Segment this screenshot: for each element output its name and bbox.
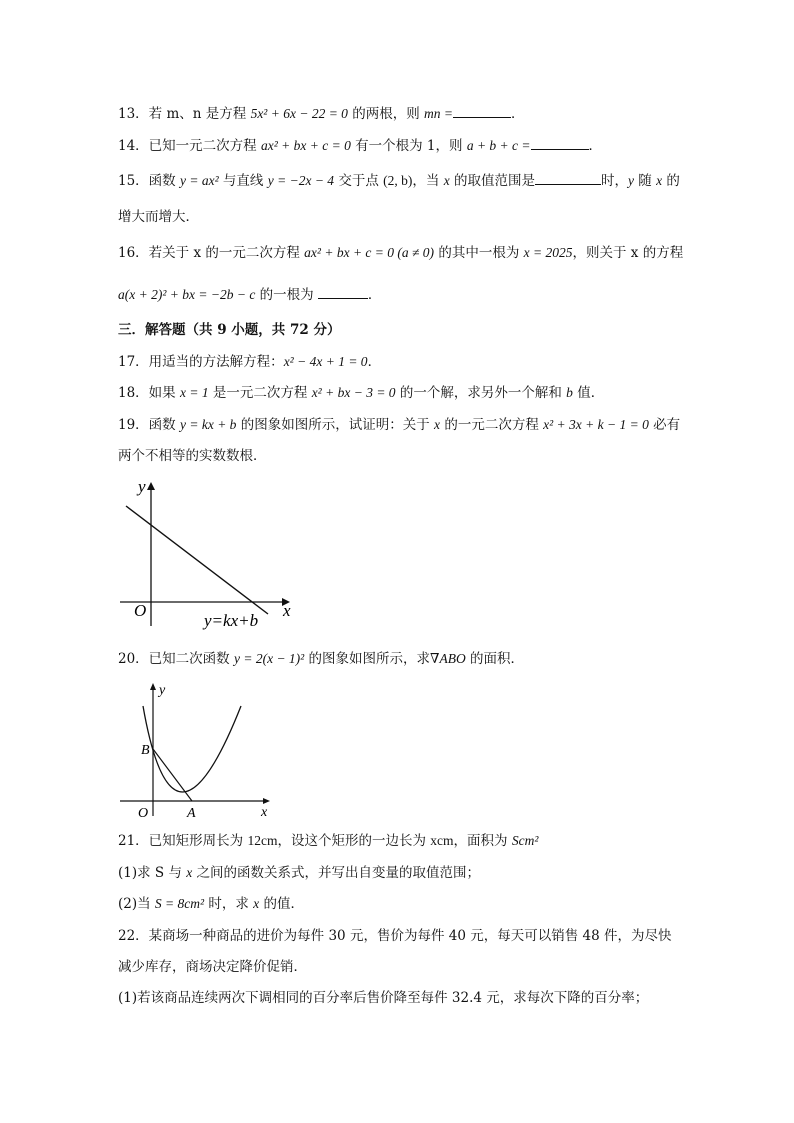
question-21-part-2: (2)当 S = 8cm² 时，求 x 的值． xyxy=(118,896,304,912)
y-axis-label: y xyxy=(138,477,146,496)
y-axis-arrow xyxy=(150,683,156,690)
x-axis-label: x xyxy=(283,601,291,620)
question-21: 21．已知矩形周长为 12cm，设这个矩形的一边长为 xcm，面积为 Scm² xyxy=(118,833,539,849)
question-20: 20．已知二次函数 y = 2(x − 1)² 的图象如图所示，求∇ABO 的面积． xyxy=(118,651,524,667)
section-heading: 三．解答题（共 9 小题，共 72 分） xyxy=(118,322,341,338)
answer-blank[interactable] xyxy=(531,136,589,150)
point-a-label: A xyxy=(187,806,196,821)
point-b-label: B xyxy=(141,743,150,758)
question-14: 14．已知一元二次方程 ax² + bx + c = 0 有一个根为 1，则 a + b + c = ． xyxy=(118,138,603,154)
question-16-cont: a(x + 2)² + bx = −2b − c 的一根为 ． xyxy=(118,287,382,303)
question-22: 22．某商场一种商品的进价为每件 30 元，售价为每件 40 元，每天可以销售 48 件，为尽快 xyxy=(118,928,672,944)
y-axis-label: y xyxy=(159,683,166,698)
origin-label: O xyxy=(134,601,147,620)
parabola-figure xyxy=(118,678,278,823)
answer-blank[interactable] xyxy=(535,171,601,185)
function-line xyxy=(126,506,268,614)
parabola-curve xyxy=(143,706,241,792)
segment-ab xyxy=(153,749,192,801)
x-axis-label: x xyxy=(261,805,268,820)
question-19: 19．函数 y = kx + b 的图象如图所示，试证明：关于 x 的一元二次方程 x² + 3x + k − 1 = 0 必有 xyxy=(118,417,681,433)
equation: ax² + bx + c = 0 xyxy=(260,138,351,153)
line-equation-label: y=kx+b xyxy=(204,611,259,630)
origin-label: O xyxy=(138,806,149,821)
y-axis-arrow xyxy=(147,482,155,490)
question-22-cont: 减少库存，商场决定降价促销． xyxy=(118,959,307,975)
question-19-cont: 两个不相等的实数数根． xyxy=(118,448,267,464)
question-16: 16．若关于 x 的一元二次方程 ax² + bx + c = 0 (a ≠ 0) 的其中一根为 x = 2025，则关于 x 的方程 xyxy=(118,245,684,261)
question-15-cont: 增大而增大． xyxy=(118,209,199,225)
question-13: 13．若 m、n 是方程 5x² + 6x − 22 = 0 的两根，则 mn = ． xyxy=(118,106,525,122)
question-21-part-1: (1)求 S 与 x 之间的函数关系式，并写出自变量的取值范围； xyxy=(118,865,481,881)
x-axis-arrow xyxy=(263,798,270,804)
answer-blank[interactable] xyxy=(453,104,511,118)
question-15: 15．函数 y = ax² 与直线 y = −2x − 4 交于点 (2, b)，当 x 的取值范围是 时，y 随 x 的 xyxy=(118,173,680,189)
question-22-part-1: (1)若该商品连续两次下调相同的百分率后售价降至每件 32.4 元，求每次下降的百分率； xyxy=(118,990,649,1006)
question-18: 18．如果 x = 1 是一元二次方程 x² + bx − 3 = 0 的一个解，求另外一个解和 b 值． xyxy=(118,385,605,401)
question-17: 17．用适当的方法解方程：x² − 4x + 1 = 0． xyxy=(118,354,382,370)
answer-blank[interactable] xyxy=(318,285,368,299)
linear-function-figure xyxy=(118,476,308,636)
equation: 5x² + 6x − 22 = 0 xyxy=(250,106,348,121)
